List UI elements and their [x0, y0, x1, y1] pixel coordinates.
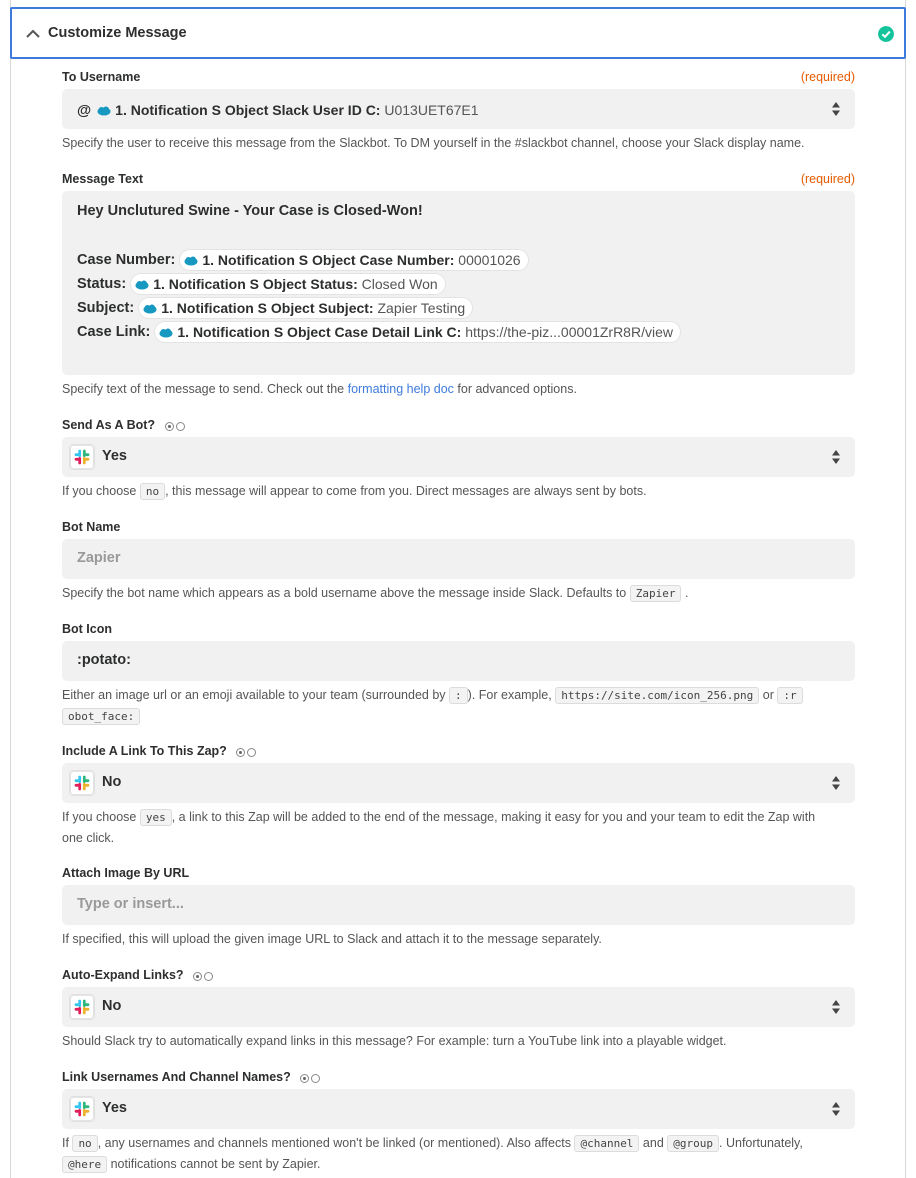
bot-name-help: Specify the bot name which appears as a bold username above the message inside Slack. Defaults to Zapier .: [62, 586, 689, 600]
check-circle-icon: [878, 26, 894, 42]
bot-name-placeholder: Zapier: [77, 550, 121, 566]
radio-set-icon[interactable]: [236, 748, 245, 757]
attach-image-placeholder: Type or insert...: [77, 896, 184, 912]
salesforce-icon: [135, 280, 149, 290]
token-pill[interactable]: 1. Notification S Object Case Detail Link C: https://the-piz...00001ZrR8R/view: [154, 321, 681, 343]
salesforce-icon: [159, 328, 173, 338]
radio-unset-icon[interactable]: [204, 972, 213, 981]
select-value: No: [102, 998, 122, 1014]
message-line-case-number: Case Number: 1. Notification S Object Case Number: 00001026: [77, 249, 529, 271]
token-value: U013UET67E1: [384, 102, 479, 118]
auto-expand-label: Auto-Expand Links?: [62, 968, 215, 983]
slack-icon: [69, 770, 95, 796]
attach-image-input[interactable]: [62, 885, 855, 925]
radio-set-icon[interactable]: [165, 422, 174, 431]
message-text-help: Specify text of the message to send. Check out the formatting help doc for advanced options.: [62, 382, 577, 396]
slack-icon: [69, 444, 95, 470]
salesforce-icon: [143, 304, 157, 314]
bot-icon-input[interactable]: [62, 641, 855, 681]
radio-unset-icon[interactable]: [176, 422, 185, 431]
message-text-label: Message Text: [62, 172, 144, 186]
dropdown-arrows-icon[interactable]: [831, 449, 841, 465]
radio-set-icon[interactable]: [300, 1074, 309, 1083]
select-value: Yes: [102, 448, 127, 464]
section-header[interactable]: [10, 7, 906, 59]
formatting-help-link[interactable]: formatting help doc: [347, 382, 454, 396]
link-usernames-label: Link Usernames And Channel Names?: [62, 1070, 322, 1085]
token-label: 1. Notification S Object Slack User ID C:: [115, 102, 381, 118]
dropdown-arrows-icon[interactable]: [831, 101, 841, 117]
include-link-select[interactable]: [62, 763, 855, 803]
salesforce-icon: [184, 256, 198, 266]
auto-expand-select[interactable]: [62, 987, 855, 1027]
link-usernames-help: If no , any usernames and channels mentioned won't be linked (or mentioned). Also affects @channel and @group . Unfortunately, @here notifications cannot be sent by Zapier.: [62, 1136, 803, 1171]
to-username-help: Specify the user to receive this message from the Slackbot. To DM yourself in the #slackbot channel, choose your Slack display name.: [62, 136, 805, 150]
at-prefix: @: [77, 102, 92, 119]
bot-icon-value: :potato:: [77, 652, 131, 668]
to-username-field[interactable]: [62, 89, 855, 129]
dropdown-arrows-icon[interactable]: [831, 999, 841, 1015]
attach-image-help: If specified, this will upload the given image URL to Slack and attach it to the message separately.: [62, 932, 602, 946]
include-link-label: Include A Link To This Zap?: [62, 744, 258, 759]
slack-icon: [69, 1096, 95, 1122]
radio-unset-icon[interactable]: [247, 748, 256, 757]
include-link-help: If you choose yes , a link to this Zap will be added to the end of the message, making it easy for you and your team to edit the Zap with one click.: [62, 810, 816, 845]
link-usernames-select[interactable]: [62, 1089, 855, 1129]
required-marker: (required): [800, 172, 855, 186]
message-line-1: Hey Unclutured Swine - Your Case is Closed-Won!: [77, 203, 423, 219]
slack-icon: [69, 994, 95, 1020]
auto-expand-help: Should Slack try to automatically expand links in this message? For example: turn a YouTube link into a playable widget.: [62, 1034, 727, 1048]
chevron-up-icon[interactable]: [24, 25, 42, 43]
token-pill[interactable]: [95, 100, 485, 122]
token-pill[interactable]: 1. Notification S Object Status: Closed Won: [130, 273, 446, 295]
dropdown-arrows-icon[interactable]: [831, 1101, 841, 1117]
section-title: Customize Message: [48, 25, 187, 41]
radio-unset-icon[interactable]: [311, 1074, 320, 1083]
salesforce-icon: [97, 106, 111, 116]
select-value: Yes: [102, 1100, 127, 1116]
to-username-label: To Username: [62, 70, 141, 84]
select-value: No: [102, 774, 122, 790]
message-line-status: Status: 1. Notification S Object Status: Closed Won: [77, 273, 446, 295]
message-text-field[interactable]: [62, 191, 855, 375]
radio-set-icon[interactable]: [193, 972, 202, 981]
dropdown-arrows-icon[interactable]: [831, 775, 841, 791]
send-as-bot-label: Send As A Bot?: [62, 418, 187, 433]
bot-icon-label: Bot Icon: [62, 622, 112, 636]
send-as-bot-select[interactable]: [62, 437, 855, 477]
required-marker: (required): [800, 70, 855, 84]
bot-icon-help: Either an image url or an emoji available to your team (surrounded by : ). For example, https://site.com/icon_256.png or :r obot_face:: [62, 685, 852, 727]
bot-name-input[interactable]: [62, 539, 855, 579]
token-pill[interactable]: 1. Notification S Object Subject: Zapier Testing: [138, 297, 473, 319]
message-line-subject: Subject: 1. Notification S Object Subject: Zapier Testing: [77, 297, 473, 319]
bot-name-label: Bot Name: [62, 520, 121, 534]
send-as-bot-help: If you choose no , this message will appear to come from you. Direct messages are always sent by bots.: [62, 484, 647, 498]
token-pill[interactable]: 1. Notification S Object Case Number: 00001026: [179, 249, 528, 271]
message-line-case-link: Case Link: 1. Notification S Object Case Detail Link C: https://the-piz...00001ZrR8R/view: [77, 321, 681, 343]
attach-image-label: Attach Image By URL: [62, 866, 190, 880]
